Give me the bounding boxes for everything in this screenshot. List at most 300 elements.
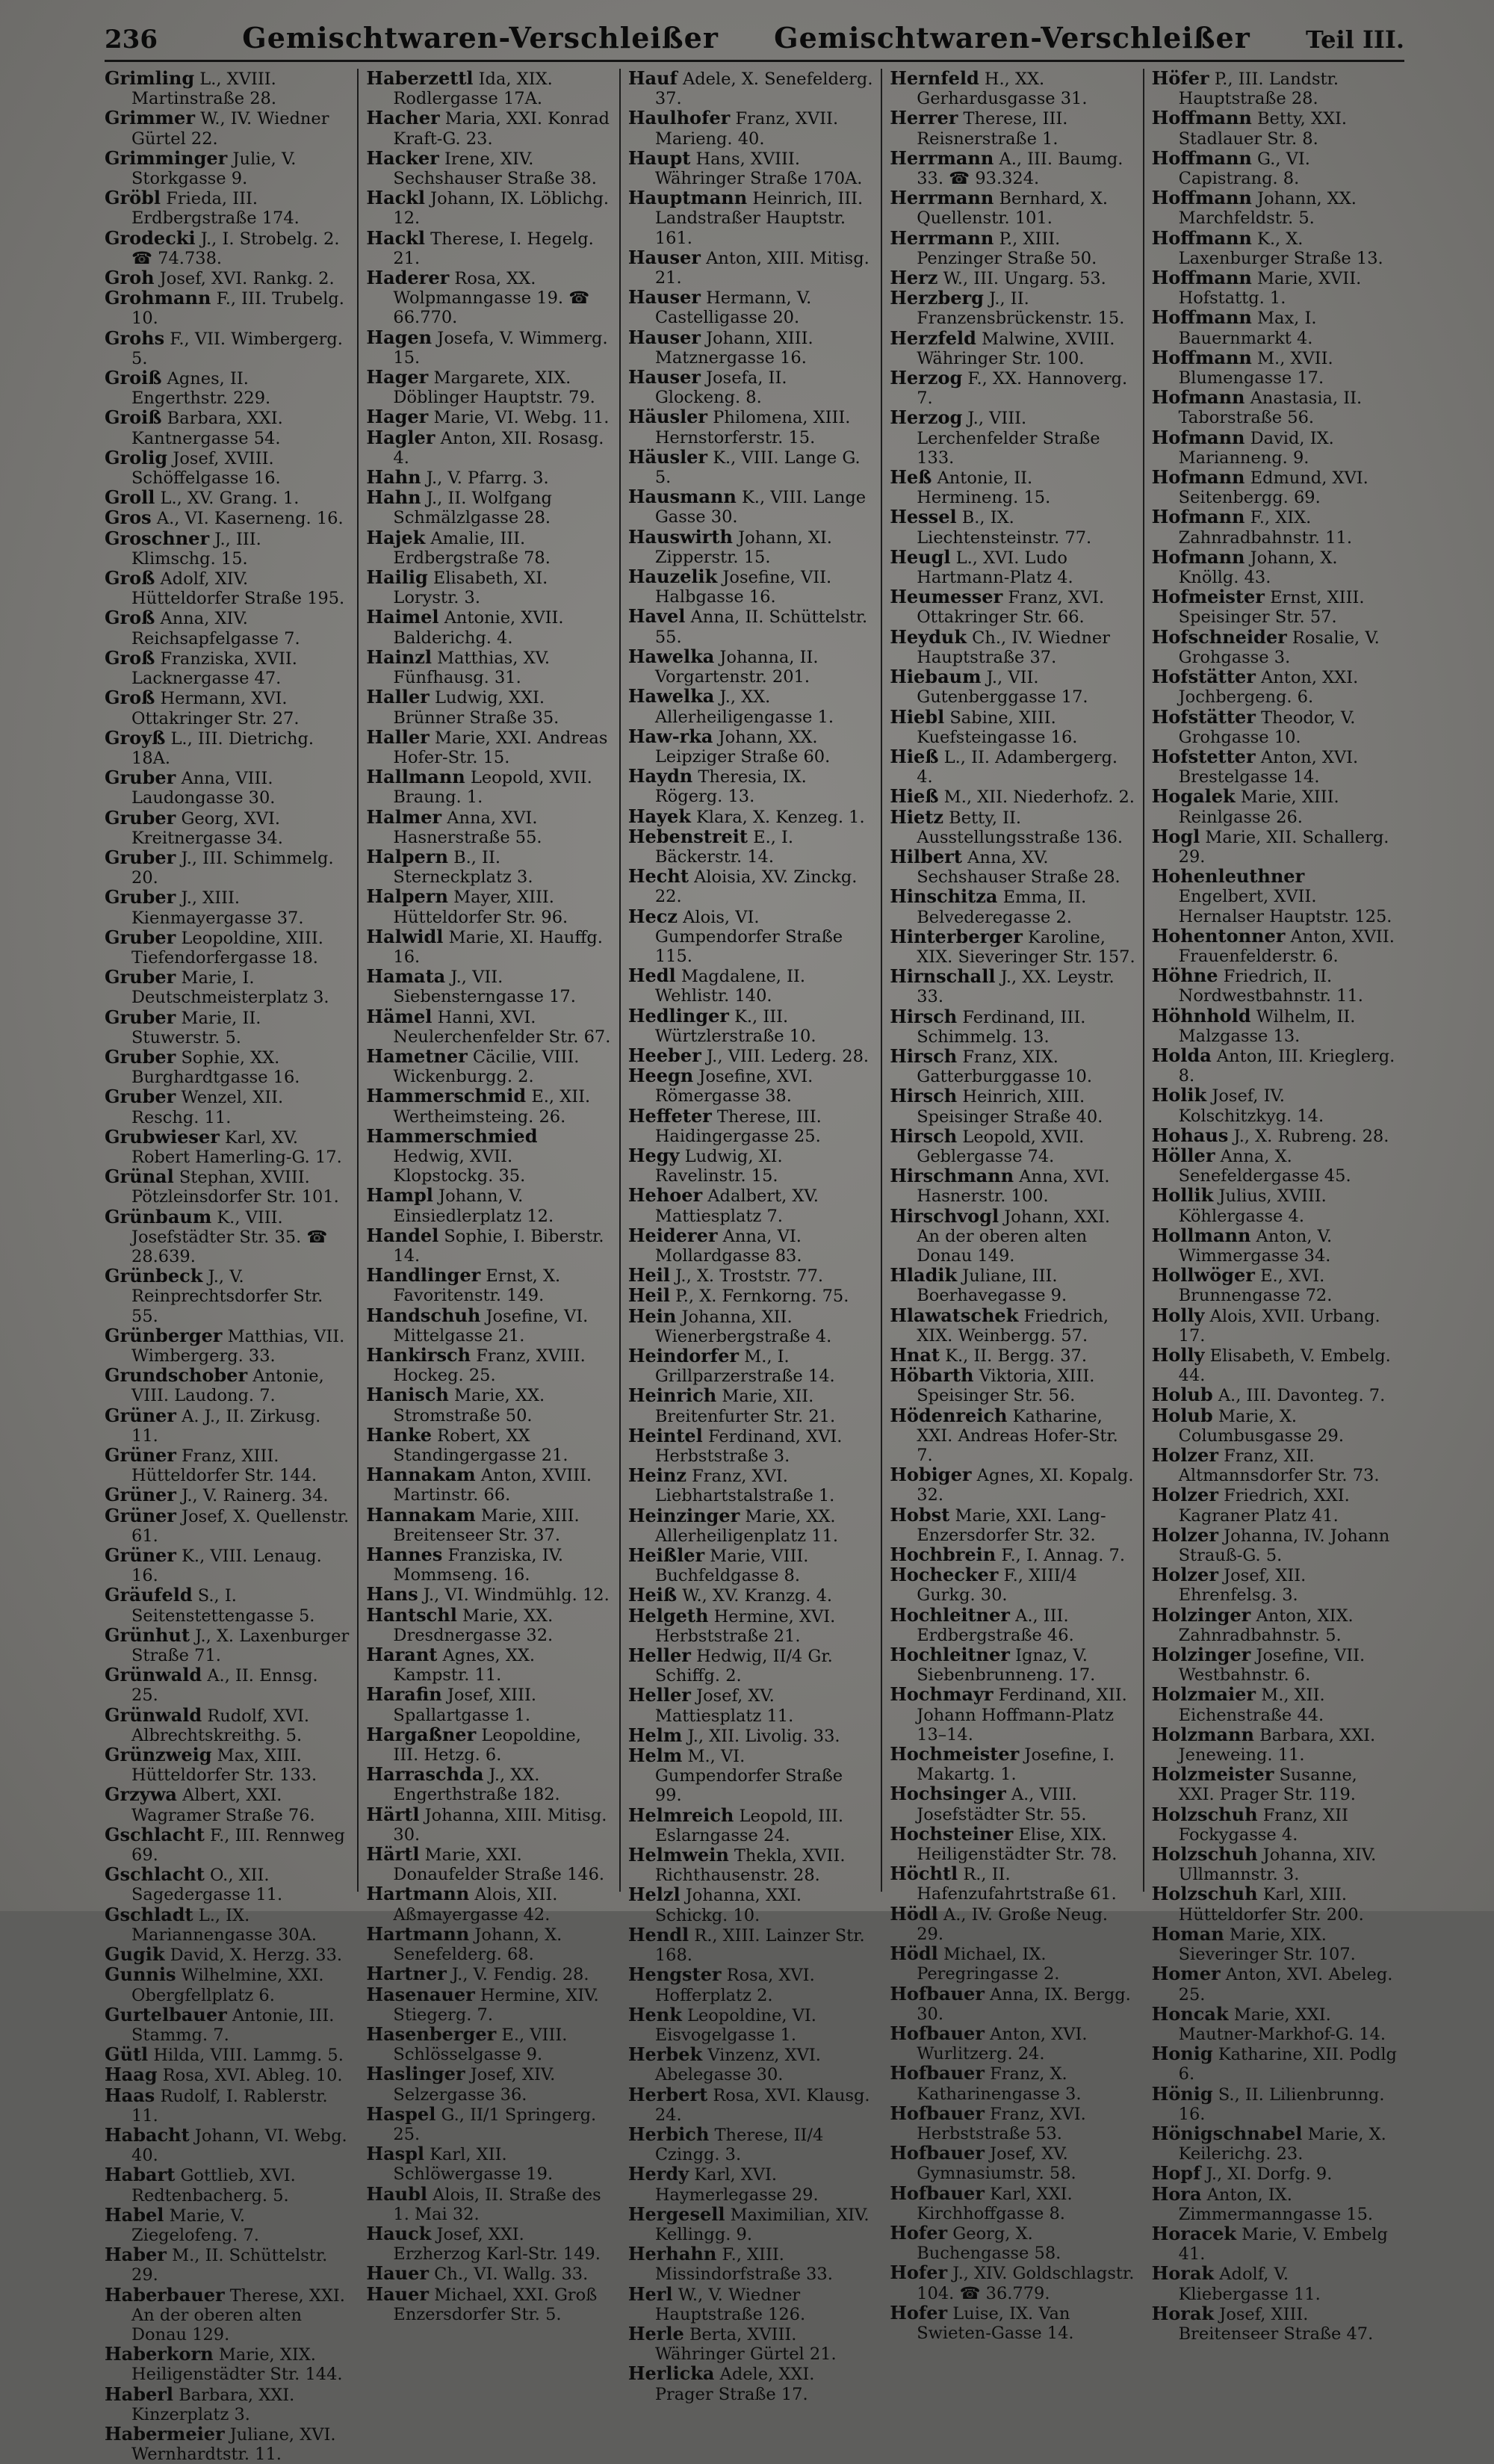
directory-entry: [890, 1545, 1135, 1565]
entry-name: Gütl: [105, 2043, 149, 2066]
entry-name: Heegn: [627, 1065, 694, 1087]
entry-name: Holzer: [1151, 1523, 1218, 1546]
entry-name: Homan: [1151, 1922, 1224, 1945]
entry-details: Anastasia, II. Taborstraße 56.: [1178, 389, 1363, 428]
entry-name: Hilbert: [890, 845, 962, 867]
entry-name: Gugik: [105, 1943, 165, 1966]
entry-details: Anna, VIII. Laudongasse 30.: [131, 769, 276, 808]
directory-entry: [105, 226, 350, 268]
entry-name: Haspl: [366, 2143, 425, 2165]
directory-entry: [366, 2022, 611, 2065]
entry-name: Herle: [627, 2322, 684, 2344]
directory-entry: [628, 2045, 873, 2084]
entry-name: Groß: [105, 687, 155, 709]
directory-entry: [105, 1506, 350, 1546]
entry-name: Hofstätter: [1151, 705, 1256, 728]
directory-entry: [890, 1166, 1135, 1206]
entry-name: Heißler: [627, 1544, 705, 1567]
entry-details: Franz, XVIII. Hockeg. 25.: [393, 1346, 586, 1386]
entry-details: Anton, XIX. Zahnradbahnstr. 5.: [1178, 1606, 1354, 1645]
entry-details: J., III. Schimmelg. 20.: [131, 848, 334, 888]
directory-entry: [105, 648, 350, 688]
directory-entry: [1152, 2084, 1397, 2124]
entry-name: Hartner: [366, 1963, 447, 1985]
entry-name: Heil: [627, 1264, 670, 1287]
directory-entry: [105, 368, 350, 408]
entry-name: Grzywa: [105, 1783, 177, 1806]
entry-name: Hinterberger: [890, 925, 1023, 947]
entry-details: Alois, XII. Aßmayergasse 42.: [393, 1885, 558, 1925]
entry-details: L., XVI. Ludo Hartmann-Platz 4.: [917, 548, 1073, 588]
directory-entry: [105, 1546, 350, 1585]
entry-name: Hannakam: [366, 1503, 476, 1526]
entry-details: Max, I. Bauernmarkt 4.: [1178, 309, 1317, 348]
entry-details: J., XIII. Kienmayergasse 37.: [131, 888, 304, 928]
directory-entry: [628, 1226, 873, 1266]
entry-name: Horacek: [1151, 2222, 1237, 2244]
entry-name: Grohmann: [105, 287, 211, 309]
entry-name: Haupt: [627, 146, 691, 169]
directory-entry: [890, 787, 1135, 807]
entry-name: Herzberg: [890, 287, 984, 309]
entry-name: Hergesell: [627, 2203, 725, 2225]
directory-entry: [366, 2064, 611, 2104]
directory-entry: [890, 368, 1135, 408]
entry-details: Rudolf, XVI. Albrechtskreithg. 5.: [131, 1706, 310, 1745]
directory-entry: [105, 2285, 350, 2345]
entry-details: Marie, VI. Webg. 11.: [433, 408, 610, 428]
directory-entry: [890, 887, 1135, 926]
entry-details: Rosa, XVI. Klausg. 24.: [654, 2085, 870, 2125]
entry-name: Hofer: [890, 2262, 948, 2284]
entry-name: Grodecki: [105, 226, 196, 249]
directory-entry: [890, 226, 1135, 268]
directory-entry: [1152, 1006, 1397, 1046]
entry-details: Anna, XIV. Reichsapfelgasse 7.: [131, 609, 300, 648]
entry-name: Hohaus: [1151, 1124, 1229, 1146]
entry-name: Hauer: [366, 2262, 429, 2285]
entry-details: Katharine, XXI. Andreas Hofer-Str. 7.: [917, 1406, 1118, 1466]
entry-details: Marie, V. Embelg 41.: [1178, 2224, 1388, 2265]
directory-entry: [366, 1805, 611, 1845]
entry-details: Hermine, XIV. Stiegerg. 7.: [393, 1985, 599, 2025]
entry-details: J., III. Klimschg. 15.: [131, 529, 261, 569]
entry-details: Franz, XVI. Herbststraße 53.: [917, 2104, 1086, 2143]
entry-name: Haimel: [366, 606, 439, 628]
entry-details: Leopold, XVII. Geblergasse 74.: [917, 1127, 1085, 1166]
entry-name: Hauser: [627, 326, 701, 348]
entry-details: Vinzenz, XVI. Abelegasse 30.: [654, 2046, 821, 2085]
entry-details: Hanni, XVI. Neulerchenfelder Str. 67.: [393, 1007, 611, 1047]
directory-entry: [105, 968, 350, 1007]
entry-details: F., III. Rennweg 69.: [131, 1825, 345, 1866]
entry-name: Helm: [627, 1745, 683, 1767]
entry-name: Hebenstreit: [627, 825, 748, 847]
column-5: [1143, 67, 1404, 2344]
entry-name: Hartmann: [366, 1922, 470, 1945]
directory-entry: [890, 2064, 1135, 2103]
entry-details: Thekla, XVII. Richthausenstr. 28.: [654, 1846, 846, 1886]
entry-details: L., XVIII. Martinstraße 28.: [131, 69, 276, 109]
entry-name: Härtl: [366, 1843, 420, 1866]
directory-entry: [628, 1266, 873, 1286]
directory-entry: [105, 808, 350, 848]
directory-entry: [1152, 468, 1397, 507]
directory-entry: [890, 1745, 1135, 1784]
directory-entry: [890, 2024, 1135, 2064]
directory-entry: [105, 408, 350, 448]
entry-details: Franz, XVI. Ottakringer Str. 66.: [917, 588, 1105, 628]
entry-name: Gruber: [105, 1006, 176, 1028]
entry-details: Alois, VI. Gumpendorfer Straße 115.: [654, 907, 843, 966]
entry-name: Holik: [1151, 1084, 1207, 1106]
directory-entry: [890, 468, 1135, 507]
directory-entry: [366, 1423, 611, 1466]
entry-details: F., XX. Hannoverg. 7.: [917, 369, 1128, 409]
entry-name: Heiß: [627, 1584, 678, 1606]
entry-details: Anton, XVII. Frauenfelderstr. 6.: [1178, 926, 1395, 966]
directory-entry: [366, 1585, 611, 1605]
entry-details: Josef, XVI. Rankg. 2.: [159, 269, 335, 289]
entry-name: Holub: [1151, 1404, 1213, 1426]
directory-entry: [627, 146, 873, 189]
entry-details: Karl, XV. Robert Hamerling-G. 17.: [131, 1127, 342, 1167]
directory-entry: [1152, 787, 1397, 826]
directory-entry: [1152, 1805, 1397, 1845]
directory-entry: [1152, 1385, 1397, 1405]
entry-name: Hirsch: [890, 1005, 958, 1027]
entry-name: Hargaßner: [366, 1723, 477, 1745]
directory-entry: [1152, 867, 1397, 926]
entry-details: Josef, XIII. Spallartgasse 1.: [393, 1686, 536, 1725]
entry-details: L., XV. Grang. 1.: [160, 489, 300, 509]
directory-entry: [890, 2223, 1135, 2263]
directory-entry: [366, 967, 611, 1006]
directory-entry: [628, 687, 873, 726]
directory-entry: [105, 1905, 350, 1945]
entry-details: Anton, XVI. Wurlitzerg. 24.: [917, 2024, 1088, 2064]
entry-name: Heyduk: [890, 625, 967, 648]
entry-details: Adolf, XIV. Hütteldorfer Straße 195.: [131, 569, 345, 609]
entry-name: Hauf: [627, 67, 678, 89]
entry-name: Härtl: [366, 1803, 420, 1825]
entry-details: Ernst, X. Favoritenstr. 149.: [393, 1266, 561, 1306]
entry-name: Hiebl: [890, 705, 945, 728]
directory-entry: [105, 2086, 350, 2126]
directory-entry: [1151, 226, 1397, 268]
entry-details: Leopoldine, III. Hetzg. 6.: [393, 1725, 581, 1765]
directory-entry: [105, 288, 350, 328]
entry-details: L., III. Dietrichg. 18A.: [131, 728, 314, 768]
entry-details: Sabine, XIII. Kuefsteingasse 16.: [917, 708, 1078, 747]
entry-details: F., XIII/4 Gurkg. 30.: [917, 1566, 1077, 1606]
directory-entry: [628, 2125, 873, 2164]
entry-details: Julie, V. Storkgasse 9.: [131, 149, 297, 189]
directory-entry: [366, 1964, 611, 1984]
directory-entry: [366, 767, 611, 807]
entry-name: Hirschmann: [890, 1165, 1014, 1187]
entry-details: Franz, X. Katharinengasse 3.: [917, 2064, 1082, 2104]
directory-entry: [628, 966, 873, 1006]
entry-name: Grünwald: [105, 1703, 202, 1726]
entry-name: Hawelka: [627, 685, 715, 708]
entry-details: Franz, XIX. Gatterburggasse 10.: [917, 1047, 1092, 1087]
entry-details: P., X. Fernkorng. 75.: [675, 1287, 849, 1307]
directory-entry: [105, 1965, 350, 2005]
entry-details: E., XII. Wertheimsteing. 26.: [393, 1087, 591, 1127]
directory-entry: [628, 1546, 873, 1585]
directory-entry: [105, 848, 350, 888]
directory-entry: [890, 2184, 1135, 2223]
entry-name: Hochleitner: [890, 1603, 1010, 1626]
directory-entry: [890, 625, 1135, 667]
entry-details: G., VI. Capistrang. 8.: [1178, 149, 1310, 189]
entry-details: Gottlieb, XVI. Redtenbacherg. 5.: [131, 2166, 296, 2205]
entry-details: Anton, IX. Zimmermanngasse 15.: [1178, 2185, 1374, 2224]
directory-entry: [628, 188, 873, 248]
entry-details: K., VIII. Lange Gasse 30.: [654, 488, 867, 527]
directory-entry: [105, 1008, 350, 1047]
entry-details: David, X. Herzg. 33.: [170, 1945, 343, 1966]
directory-entry: [628, 567, 873, 607]
entry-details: J., XX. Leystr. 33.: [917, 968, 1115, 1007]
entry-name: Haslinger: [366, 2063, 465, 2085]
entry-name: Hahn: [366, 466, 421, 489]
entry-details: Friedrich, XXI. Kagraner Platz 41.: [1178, 1486, 1350, 1526]
entry-details: Leopold, XVII. Braung. 1.: [393, 768, 592, 808]
entry-details: Franziska, XVII. Lacknergasse 47.: [131, 648, 297, 689]
entry-name: Groh: [105, 267, 155, 289]
directory-entry: [366, 368, 611, 407]
entry-name: Horak: [1151, 2302, 1215, 2324]
entry-details: Johann, VI. Webg. 40.: [131, 2126, 347, 2166]
entry-details: J., II. Franzensbrückenstr. 15.: [917, 289, 1125, 329]
entry-name: Hödl: [890, 1943, 938, 1965]
entry-details: Betty, XXI. Stadlauer Str. 8.: [1178, 109, 1348, 149]
entry-name: Hernfeld: [890, 67, 979, 89]
directory-entry: [105, 768, 350, 808]
directory-entry: [628, 2364, 873, 2403]
entry-name: Hirsch: [890, 1044, 958, 1067]
entry-details: Maximilian, XIV. Kellingg. 9.: [654, 2205, 870, 2244]
directory-entry: [628, 2324, 873, 2364]
entry-name: Grünbaum: [105, 1205, 212, 1228]
directory-entry: [890, 326, 1135, 368]
entry-name: Hofer: [890, 2221, 948, 2244]
entry-name: Groß: [105, 607, 155, 629]
entry-name: Grimmer: [105, 107, 195, 129]
directory-entry: [628, 1885, 873, 1925]
entry-details: Emma, II. Belvederegasse 2.: [917, 888, 1087, 927]
directory-entry: [628, 867, 873, 906]
entry-details: P., III. Landstr. Hauptstraße 28.: [1178, 69, 1339, 109]
directory-entry: [105, 928, 350, 968]
entry-name: Hönigschnabel: [1151, 2122, 1303, 2144]
entry-name: Hauzelik: [627, 566, 718, 588]
entry-details: Johann, X. Knöllg. 43.: [1178, 548, 1338, 588]
entry-name: Heil: [627, 1284, 670, 1307]
entry-details: Amalie, III. Erdbergstraße 78.: [393, 528, 551, 568]
entry-details: Anton, XVI. Brestelgasse 14.: [1178, 747, 1359, 787]
entry-details: Leopold, III. Eslarngasse 24.: [654, 1806, 844, 1845]
entry-details: Marie, XXI. Andreas Hofer-Str. 15.: [393, 728, 608, 767]
entry-details: J., XIV. Goldschlagstr. 104. ☎ 36.779.: [917, 2264, 1135, 2303]
directory-entry: [105, 268, 350, 288]
entry-details: Friedrich, XIX. Weinbergg. 57.: [917, 1306, 1109, 1346]
entry-details: Josef, XVIII. Schöffelgasse 16.: [131, 448, 281, 489]
entry-name: Häusler: [627, 406, 708, 428]
directory-entry: [366, 2224, 611, 2264]
entry-details: F., XIII. Missindorfstraße 33.: [654, 2245, 833, 2285]
entry-details: Barbara, XXI. Kinzerplatz 3.: [131, 2385, 295, 2424]
directory-entry: [1152, 428, 1397, 468]
directory-entry: [1152, 1725, 1397, 1765]
entry-details: F., III. Trubelg. 10.: [131, 289, 344, 329]
entry-details: Anton, XXI. Jochbergeng. 6.: [1178, 668, 1359, 708]
entry-name: Gruber: [105, 1086, 176, 1108]
directory-entry: [890, 408, 1135, 468]
entry-details: Ludwig, XI. Ravelinstr. 15.: [654, 1146, 783, 1186]
entry-details: Wenzel, XII. Reschg. 11.: [131, 1088, 284, 1127]
entry-details: Adele, X. Senefelderg. 37.: [654, 69, 873, 109]
directory-entry: [366, 1645, 611, 1685]
entry-details: Cäcilie, VIII. Wickenburgg. 2.: [393, 1047, 580, 1087]
directory-entry: [105, 1745, 350, 1785]
entry-details: Johann, XX. Marchfeldstr. 5.: [1178, 189, 1357, 229]
entry-name: Hawelka: [627, 645, 715, 667]
entry-details: J., V. Reinprechtsdorfer Str. 55.: [131, 1267, 323, 1326]
directory-entry: [628, 1286, 873, 1306]
entry-details: Therese, I. Hegelg. 21.: [393, 229, 594, 268]
entry-name: Hayek: [627, 805, 691, 827]
entry-name: Hessel: [890, 506, 957, 528]
entry-details: Juliane, XVI. Wernhardtstr. 11.: [131, 2424, 336, 2464]
entry-details: Rosa, XX. Wolpmanngasse 19. ☎ 66.770.: [393, 269, 590, 328]
entry-details: J., VIII. Lerchenfelder Straße 133.: [917, 409, 1100, 468]
entry-name: Hoffmann: [1151, 267, 1252, 289]
entry-details: J., XII. Livolig. 33.: [687, 1726, 840, 1746]
entry-name: Hoffmann: [1151, 306, 1252, 329]
entry-name: Heinz: [627, 1464, 686, 1487]
entry-details: Mayer, XIII. Hütteldorfer Str. 96.: [393, 888, 568, 927]
entry-details: Ignaz, V. Siebenbrunneng. 17.: [917, 1646, 1096, 1686]
directory-entry: [105, 2205, 350, 2245]
directory-entry: [1152, 188, 1397, 228]
entry-name: Heumesser: [890, 586, 1003, 608]
entry-details: A., III. Baumg. 33. ☎ 93.324.: [917, 149, 1123, 189]
entry-name: Grüner: [105, 1544, 176, 1567]
directory-entry: [105, 1446, 350, 1485]
entry-name: Herl: [627, 2282, 673, 2305]
entry-details: Josefine, VI. Mittelgasse 21.: [393, 1306, 589, 1346]
entry-details: Ernst, XIII. Speisinger Str. 57.: [1178, 588, 1365, 628]
directory-entry: [890, 1124, 1135, 1166]
entry-details: Anton, XII. Rosasg. 4.: [393, 428, 604, 468]
directory-entry: [628, 807, 873, 827]
entry-name: Haas: [105, 2084, 155, 2106]
entry-name: Herbert: [627, 2083, 708, 2105]
entry-name: Grüner: [105, 1404, 176, 1426]
directory-entry: [628, 1466, 873, 1505]
entry-name: Hauswirth: [627, 525, 733, 548]
entry-name: Harafin: [366, 1683, 442, 1706]
entry-name: Grüner: [105, 1484, 176, 1506]
entry-name: Grüner: [105, 1444, 176, 1467]
entry-name: Gruber: [105, 1045, 176, 1068]
directory-entry: [366, 1922, 611, 1965]
entry-name: Höfer: [1151, 67, 1209, 89]
entry-name: Hampl: [366, 1184, 433, 1207]
directory-entry: [890, 1044, 1135, 1087]
entry-details: W., V. Wiedner Hauptstraße 126.: [654, 2285, 806, 2324]
entry-name: Habacht: [105, 2123, 190, 2146]
directory-entry: [366, 568, 611, 607]
directory-entry: [890, 108, 1135, 148]
entry-name: Herzog: [890, 367, 963, 389]
directory-entry: [628, 1646, 873, 1686]
entry-details: J., V. Pfarrg. 3.: [426, 468, 549, 489]
directory-entry: [1152, 1446, 1397, 1485]
directory-entry: [628, 727, 873, 767]
entry-name: Holzer: [1151, 1484, 1218, 1506]
entry-name: Grünzweig: [105, 1744, 212, 1766]
directory-entry: [1152, 1685, 1397, 1724]
entry-name: Hochsteiner: [890, 1822, 1014, 1845]
directory-entry: [366, 725, 611, 767]
entry-details: Therese, III. Haidingergasse 25.: [654, 1106, 822, 1146]
entry-name: Haberkorn: [105, 2343, 214, 2365]
entry-details: Engelbert, XVII. Hernalser Hauptstr. 125.: [1178, 887, 1392, 926]
directory-entry: [890, 967, 1135, 1006]
entry-name: Grünal: [105, 1166, 174, 1188]
entry-name: Haubl: [366, 2182, 427, 2205]
directory-entry: [1152, 827, 1397, 867]
directory-entry: [366, 927, 611, 967]
directory-entry: [890, 1645, 1135, 1685]
entry-name: Hendl: [627, 1923, 689, 1945]
directory-entry: [1152, 1346, 1397, 1385]
entry-name: Hämel: [366, 1005, 433, 1027]
entry-name: Hlawatschek: [890, 1304, 1019, 1326]
entry-details: Johann, V. Einsiedlerplatz 12.: [393, 1186, 554, 1226]
entry-name: Halpern: [366, 845, 448, 867]
entry-name: Herlicka: [627, 2362, 715, 2385]
entry-details: Ferdinand, XII. Johann Hoffmann-Platz 13–14.: [917, 1686, 1127, 1745]
entry-name: Hedl: [627, 965, 676, 987]
entry-name: Hofbauer: [890, 2102, 985, 2124]
entry-name: Haderer: [366, 267, 450, 289]
entry-name: Habart: [105, 2164, 176, 2186]
entry-details: Wilhelmine, XXI. Obergfellplatz 6.: [131, 1966, 324, 2005]
entry-name: Groyß: [105, 726, 166, 749]
directory-entry: [890, 1824, 1135, 1864]
directory-entry: [105, 326, 350, 368]
entry-details: L., II. Adambergerg. 4.: [917, 747, 1118, 787]
directory-entry: [105, 1207, 350, 1267]
directory-entry: [1152, 507, 1397, 547]
entry-details: Franz, XVII. Marieng. 40.: [654, 109, 839, 149]
entry-name: Hochbrein: [890, 1544, 996, 1566]
directory-entry: [366, 146, 611, 189]
entry-details: Albert, XXI. Wagramer Straße 76.: [131, 1786, 315, 1825]
entry-name: Hollik: [1151, 1184, 1214, 1207]
directory-entry: [366, 2102, 611, 2144]
entry-name: Haberbauer: [105, 2283, 225, 2306]
entry-name: Hehoer: [627, 1184, 703, 1207]
directory-entry: [890, 805, 1135, 847]
directory-entry: [890, 1086, 1135, 1126]
directory-entry: [1152, 108, 1397, 148]
